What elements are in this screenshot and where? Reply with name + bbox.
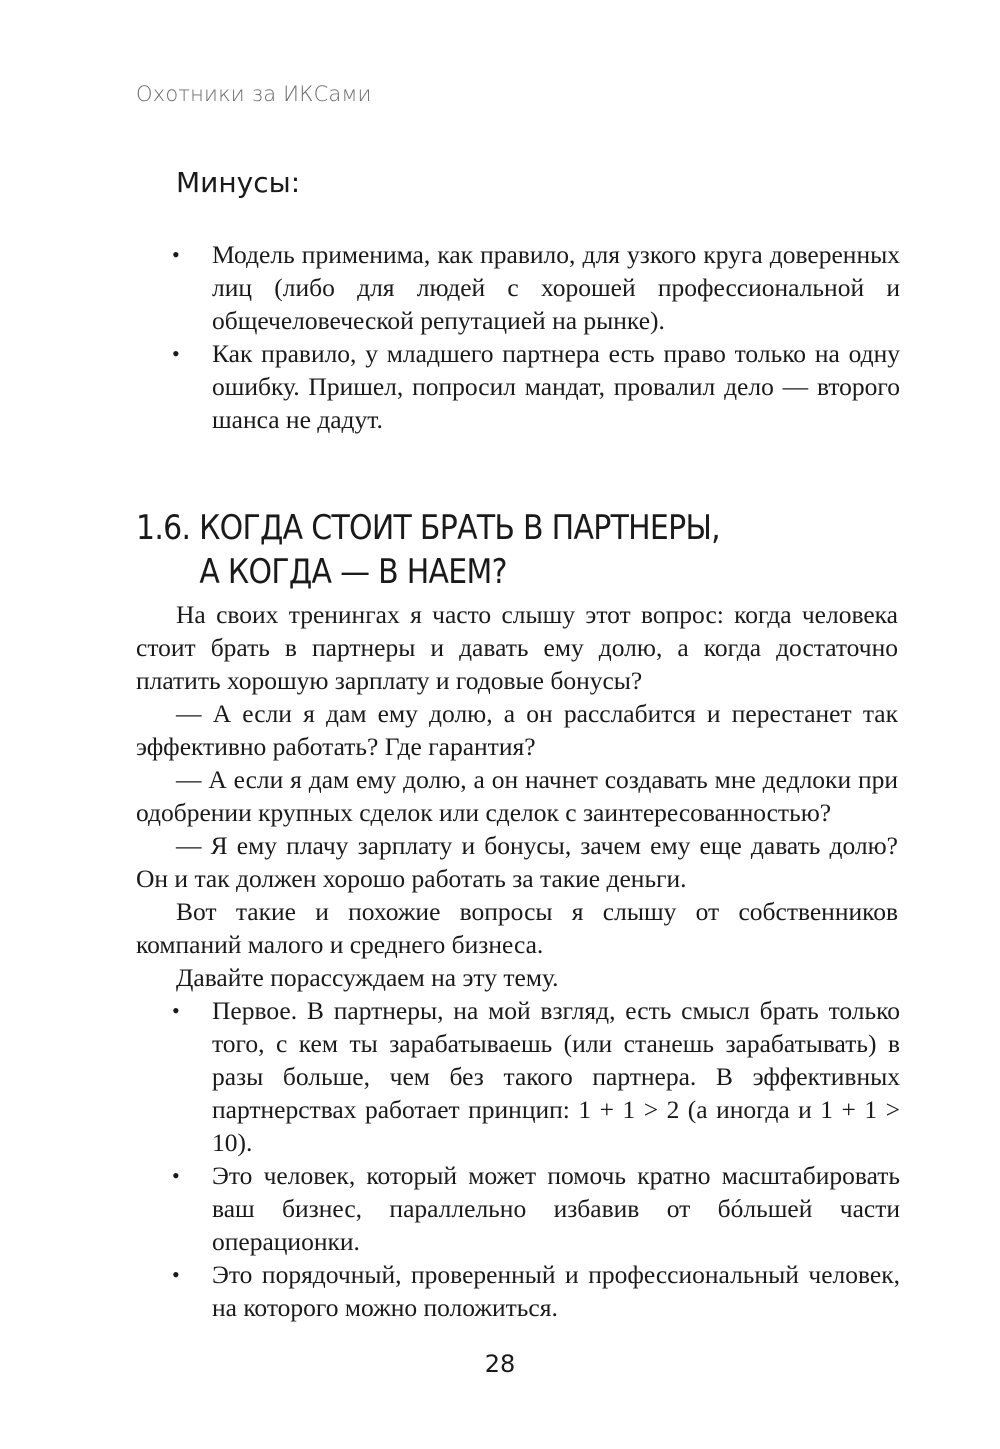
main-bullet-list: [172, 994, 900, 1324]
list-item-text: Как правило, у младшего партнера есть право только на одну ошибку. Пришел, попросил мандат, провалил дело — второго шанса не дадут.: [212, 339, 900, 434]
list-item-text: Первое. В партнеры, на мой взгляд, есть смысл брать только того, с кем ты зарабатываешь (или станешь зарабатывать) в разы больше, чем без такого партнера. В эффективных партнерствах работает принцип: 1 + 1 > 2 (а иногда и 1 + 1 > 10).: [212, 996, 900, 1157]
list-item: [172, 337, 900, 436]
list-item-text: Это порядочный, проверенный и профессиональный человек, на которого можно положиться.: [212, 1260, 900, 1322]
body-text: [136, 598, 898, 994]
paragraph: На своих тренингах я часто слышу этот вопрос: когда человека стоит брать в партнеры и давать ему долю, а когда достаточно платить хорошую зарплату и годовые бонусы?: [136, 600, 898, 695]
section-heading-line-1: 1.6. КОГДА СТОИТ БРАТЬ В ПАРТНЕРЫ,: [136, 508, 720, 549]
paragraph: — А если я дам ему долю, а он расслабится и перестанет так эффективно работать? Где гарантия?: [136, 699, 898, 761]
list-item: [172, 994, 900, 1159]
bullet-icon: •: [172, 341, 180, 366]
list-item: [172, 1258, 900, 1324]
section-heading: [136, 506, 720, 594]
paragraph: Вот такие и похожие вопросы я слышу от собственников компаний малого и среднего бизнеса.: [136, 897, 898, 959]
minus-bullet-list: [172, 238, 900, 436]
paragraph: — Я ему плачу зарплату и бонусы, зачем ему еще давать долю? Он и так должен хорошо работать за такие деньги.: [136, 831, 898, 893]
section-heading-line-2: А КОГДА — В НАЕМ?: [199, 552, 507, 593]
list-item: [172, 238, 900, 337]
paragraph: Давайте порассуждаем на эту тему.: [176, 963, 559, 992]
bullet-icon: •: [172, 242, 180, 267]
bullet-icon: •: [172, 998, 180, 1023]
bullet-icon: •: [172, 1262, 180, 1287]
minus-section-title: Минусы:: [176, 166, 301, 199]
running-head: Охотники за ИКСами: [136, 82, 372, 106]
page-number: 28: [484, 1350, 516, 1378]
list-item-text: Это человек, который может помочь кратно масштабировать ваш бизнес, параллельно избавив от бóльшей части операционки.: [212, 1161, 900, 1256]
list-item: [172, 1159, 900, 1258]
list-item-text: Модель применима, как правило, для узкого круга доверенных лиц (либо для людей с хорошей профессиональной и общечеловеческой репутацией на рынке).: [212, 240, 900, 335]
bullet-icon: •: [172, 1163, 180, 1188]
paragraph: — А если я дам ему долю, а он начнет создавать мне дедлоки при одобрении крупных сделок или сделок с заинтересованностью?: [136, 765, 898, 827]
